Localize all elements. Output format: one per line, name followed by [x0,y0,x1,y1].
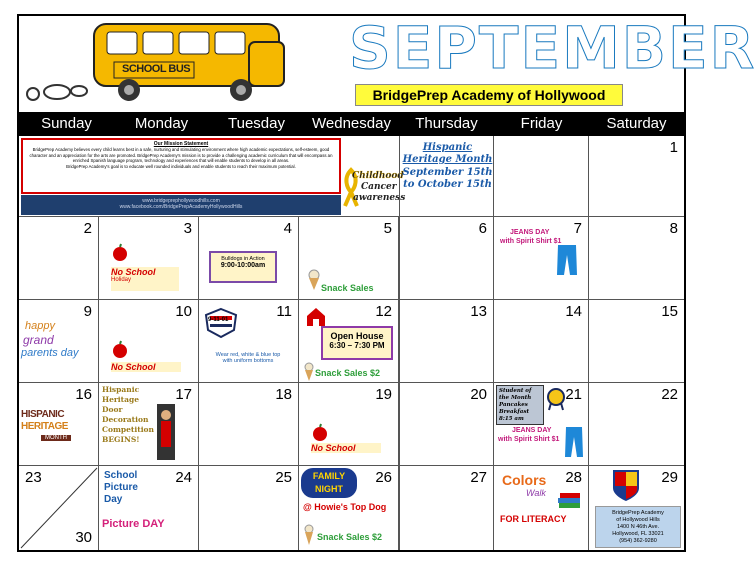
cancer-label-2: Cancer [361,182,397,192]
address-line-3: 1400 N 46th Ave. [616,524,660,530]
day-cell [19,300,99,383]
hhm-date-1: September 15th [402,167,493,178]
day-number: 16 [75,386,92,403]
mission-box [21,138,341,194]
bulldogs-time: 9:00-10:00am [220,262,266,269]
day-number: 11 [276,303,292,320]
day-number: 1 [669,139,678,156]
ice-cream-icon [307,269,321,291]
day-cell [494,217,589,300]
day-cell [589,136,684,217]
day-number: 15 [661,303,678,320]
literacy-label: FOR LITERACY [500,514,567,524]
colors-logo: Colors [502,472,547,488]
grandparents-label-1: happy [25,320,55,332]
header [19,14,756,112]
day-cell [589,466,684,550]
howies-label: @ Howie's Top Dog [303,502,387,512]
day-cell [99,300,199,383]
snack-sales-label: Snack Sales $2 [317,532,383,542]
day-cell [19,383,99,466]
no-school-label: No School [111,267,156,277]
day-monday: Monday [134,115,189,132]
month-title: SEPTEMBER [349,14,756,82]
day-cell [199,466,299,550]
address-line-4: Hollywood, FL 33021 [612,531,664,537]
day-cell [99,383,199,466]
hhm-title-2: Heritage Month [402,154,493,165]
day-cell [494,136,589,217]
day-cell [199,383,299,466]
grandparents-label-3: parents day [21,347,79,359]
day-cell [494,383,589,466]
address-line-1: BridgePrep Academy [612,510,664,516]
bulldogs-box [209,251,277,283]
calendar-grid [19,136,684,550]
day-number: 3 [183,220,192,237]
day-number: 17 [175,386,192,403]
dancer-icon [156,403,176,461]
calendar [17,14,756,552]
day-cell [494,300,589,383]
ice-cream-icon [303,362,315,382]
day-number: 9 [83,303,92,320]
no-school-label: No School [111,362,181,372]
jeans-icon [564,425,584,459]
ice-cream-icon [303,524,315,546]
day-thursday: Thursday [415,115,478,132]
day-cell [589,217,684,300]
hhm-date-2: to October 15th [403,179,492,190]
day-number: 7 [573,220,582,237]
holiday-label: Holiday [111,277,132,283]
day-number: 28 [565,469,582,486]
jeans-day-label: JEANS DAY [512,427,552,434]
medal-icon [546,387,566,411]
day-cell [399,217,494,300]
mission-goal: BridgePrep Academy's goal is to educate well rounded individuals and enable students to reach their maximum potential. [66,163,296,169]
day-saturday: Saturday [606,115,667,132]
walk-logo: Walk [526,488,546,498]
mission-title: Our Mission Statement [153,141,209,147]
spirit-shirt-label: with Spirit Shirt $1 [500,238,562,245]
day-cell [299,300,399,383]
picture-day-banner: Picture DAY [102,518,165,530]
address-line-5: (954) 362-9280 [619,538,657,544]
day-cell [299,466,399,550]
cancer-label-1: Childhood [352,171,404,181]
apple-icon [111,243,129,261]
grandparents-label-2: grand [23,333,54,347]
day-number: 20 [470,386,487,403]
day-cell [99,466,199,550]
day-cell [589,300,684,383]
snack-sales-label: Snack Sales [321,283,374,293]
day-number: 6 [478,220,487,237]
day-cell [99,217,199,300]
spirit-shirt-label: with Spirit Shirt $1 [498,436,560,443]
mission-body: BridgePrep Academy believes every child learns best in a safe, nurturing and stimulating environment where high academic expectations, self-esteem, good character and an appreciation for the arts are promoted. BridgePrep Academy's mission is to provide a challenging academic curriculum that will encompass an enriched Spanish language program, technology and experiences that will enable students to develop in all areas. [29,147,333,163]
family-label: FAMILY [312,471,346,481]
no-school-label: No School [311,443,381,453]
books-icon [556,488,582,510]
hispanic-banner-2: HERITAGE [21,421,68,432]
day-cell [399,466,494,550]
day-cell [299,383,399,466]
schoolhouse-icon [305,306,327,328]
day-number: 8 [669,220,678,237]
day-number: 25 [275,469,292,486]
apple-icon [111,340,129,358]
bulldogs-label: Bulldogs in Action [221,256,265,262]
website-link[interactable]: www.bridgeprephollywoodhills.com [142,198,220,204]
day-number: 22 [661,386,678,403]
day-number: 24 [175,469,192,486]
nine-eleven-label: 9-11-01 [208,317,229,323]
crest-icon [611,468,641,502]
day-number: 23 [25,469,42,486]
address-line-2: of Hollywood Hills [616,517,660,523]
day-wednesday: Wednesday [312,115,391,132]
day-number: 30 [75,529,92,546]
family-night-logo [301,468,357,498]
day-number: 27 [470,469,487,486]
school-name: BridgePrep Academy of Hollywood [355,84,623,106]
day-cell [589,383,684,466]
mission-links [21,195,341,215]
day-cell [399,383,494,466]
day-number: 4 [283,220,292,237]
mission-cell [19,136,406,217]
day-number: 10 [175,303,192,320]
address-box [595,506,681,548]
picture-day-label-3: Day [104,494,123,505]
cancer-label-3: awareness [353,193,406,203]
day-cell [494,466,589,550]
day-number: 29 [661,469,678,486]
picture-day-label-2: Picture [104,482,138,493]
day-number: 2 [83,220,92,237]
day-number: 21 [565,386,582,403]
night-label: NIGHT [315,484,343,494]
door-decoration-label: Hispanic Heritage Door Decoration Competition BEGINS! [102,385,155,444]
day-cell [399,136,494,217]
day-cell [199,300,299,383]
day-number: 12 [375,303,392,320]
hispanic-banner-1: HISPANIC [21,409,65,420]
student-of-month-box: Student of the Month Pancakes Breakfast 8:15 am [496,385,544,425]
day-number: 13 [470,303,487,320]
apple-icon [311,423,329,441]
day-cell [299,217,399,300]
snack-sales-label: Snack Sales $2 [315,368,381,378]
jeans-icon [556,243,578,277]
day-cell [19,217,99,300]
day-sunday: Sunday [41,115,92,132]
wear-colors-label: Wear red, white & blue top with uniform bottoms [215,352,281,364]
weekday-header [19,112,684,136]
day-cell [399,300,494,383]
picture-day-label-1: School [104,470,138,481]
day-number: 18 [275,386,292,403]
day-number: 19 [375,386,392,403]
open-house-time: 6:30 – 7:30 PM [329,341,385,350]
day-cell [199,217,299,300]
day-number: 14 [565,303,582,320]
open-house-box [321,326,393,360]
open-house-label: Open House [330,331,384,341]
hispanic-banner-3: MONTH [41,435,71,441]
day-tuesday: Tuesday [228,115,285,132]
day-number: 26 [375,469,392,486]
no-school-box [111,267,179,291]
shield-icon [205,308,237,338]
jeans-day-label: JEANS DAY [510,229,550,236]
day-number: 5 [383,220,392,237]
day-friday: Friday [520,115,563,132]
hhm-title-1: Hispanic [422,142,473,153]
day-cell [19,466,99,550]
facebook-link[interactable]: www.facebook.com/BridgePrepAcademyHollywoodHills [119,204,243,210]
bus-label: SCHOOL BUS [122,63,191,75]
